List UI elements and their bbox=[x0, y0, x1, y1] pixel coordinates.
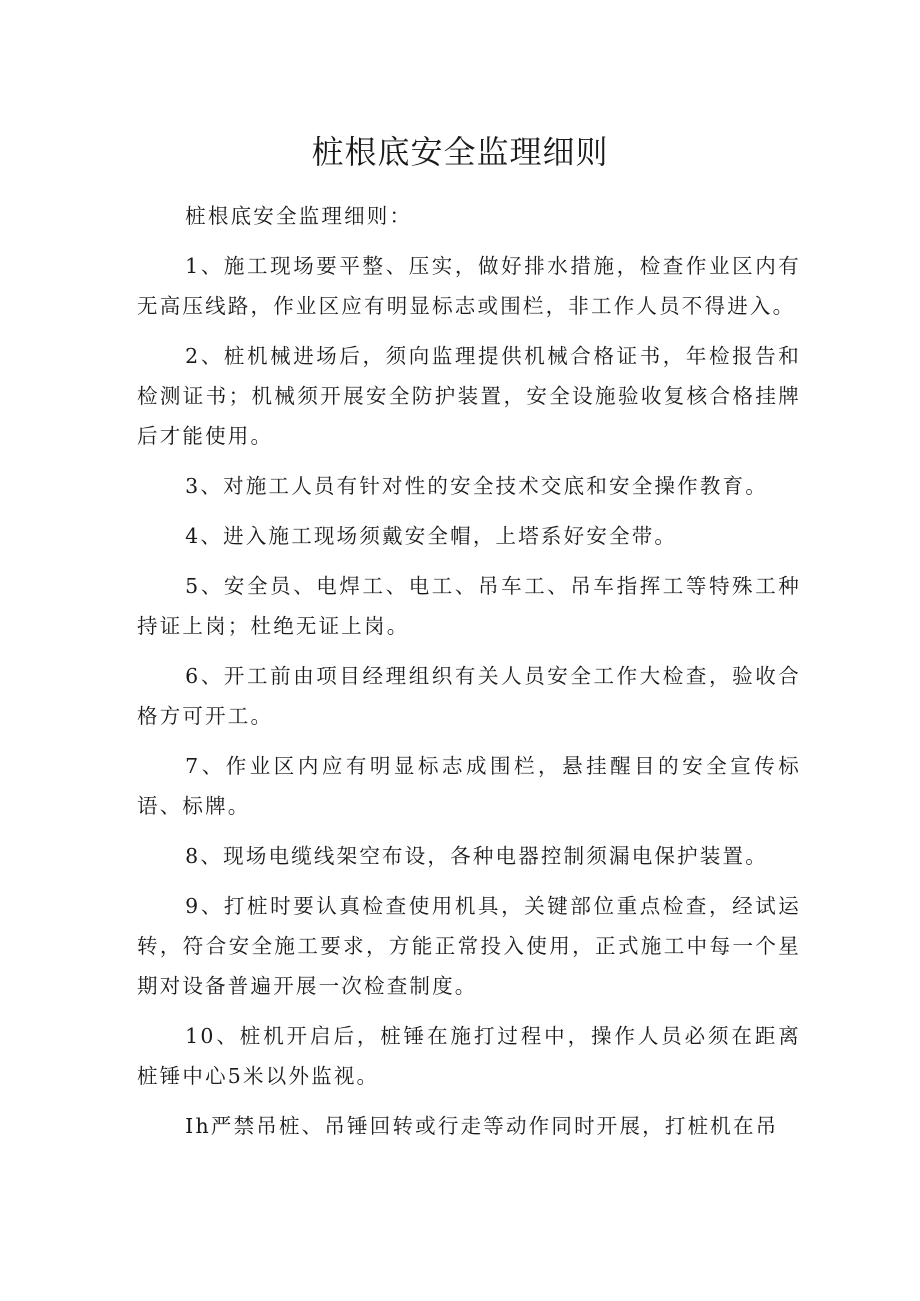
paragraph-item-4: 4、进入施工现场须戴安全帽，上塔系好安全带。 bbox=[185, 524, 678, 548]
paragraph-item-1: 1、施工现场要平整、压实，做好排水措施，检查作业区内有无高压线路，作业区应有明显标志或围栏，非工作人员不得进入。 bbox=[137, 254, 801, 318]
document-body bbox=[137, 196, 801, 1156]
document-title: 桩根底安全监理细则 bbox=[311, 133, 609, 171]
paragraph-heading: 桩根底安全监理细则： bbox=[185, 204, 413, 228]
paragraph-item-2: 2、桩机械进场后，须向监理提供机械合格证书，年检报告和检测证书；机械须开展安全防护装置，安全设施验收复核合格挂牌后才能使用。 bbox=[137, 344, 801, 448]
paragraph-item-3: 3、对施工人员有针对性的安全技术交底和安全操作教育。 bbox=[185, 474, 768, 498]
paragraph-item-6: 6、开工前由项目经理组织有关人员安全工作大检查，验收合格方可开工。 bbox=[137, 664, 801, 728]
paragraph-item-10: 10、桩机开启后，桩锤在施打过程中，操作人员必须在距离桩锤中心5米以外监视。 bbox=[137, 1024, 801, 1088]
paragraph-item-5: 5、安全员、电焊工、电工、吊车工、吊车指挥工等特殊工种持证上岗；杜绝无证上岗。 bbox=[137, 574, 801, 638]
paragraph-item-11: Ih严禁吊桩、吊锤回转或行走等动作同时开展，打桩机在吊 bbox=[185, 1114, 779, 1138]
paragraph-item-7: 7、作业区内应有明显标志成围栏，悬挂醒目的安全宣传标语、标牌。 bbox=[137, 754, 801, 818]
paragraph-item-8: 8、现场电缆线架空布设，各种电器控制须漏电保护装置。 bbox=[185, 844, 768, 868]
paragraph-item-9: 9、打桩时要认真检查使用机具，关键部位重点检查，经试运转，符合安全施工要求，方能正常投入使用，正式施工中每一个星期对设备普遍开展一次检查制度。 bbox=[137, 894, 801, 998]
